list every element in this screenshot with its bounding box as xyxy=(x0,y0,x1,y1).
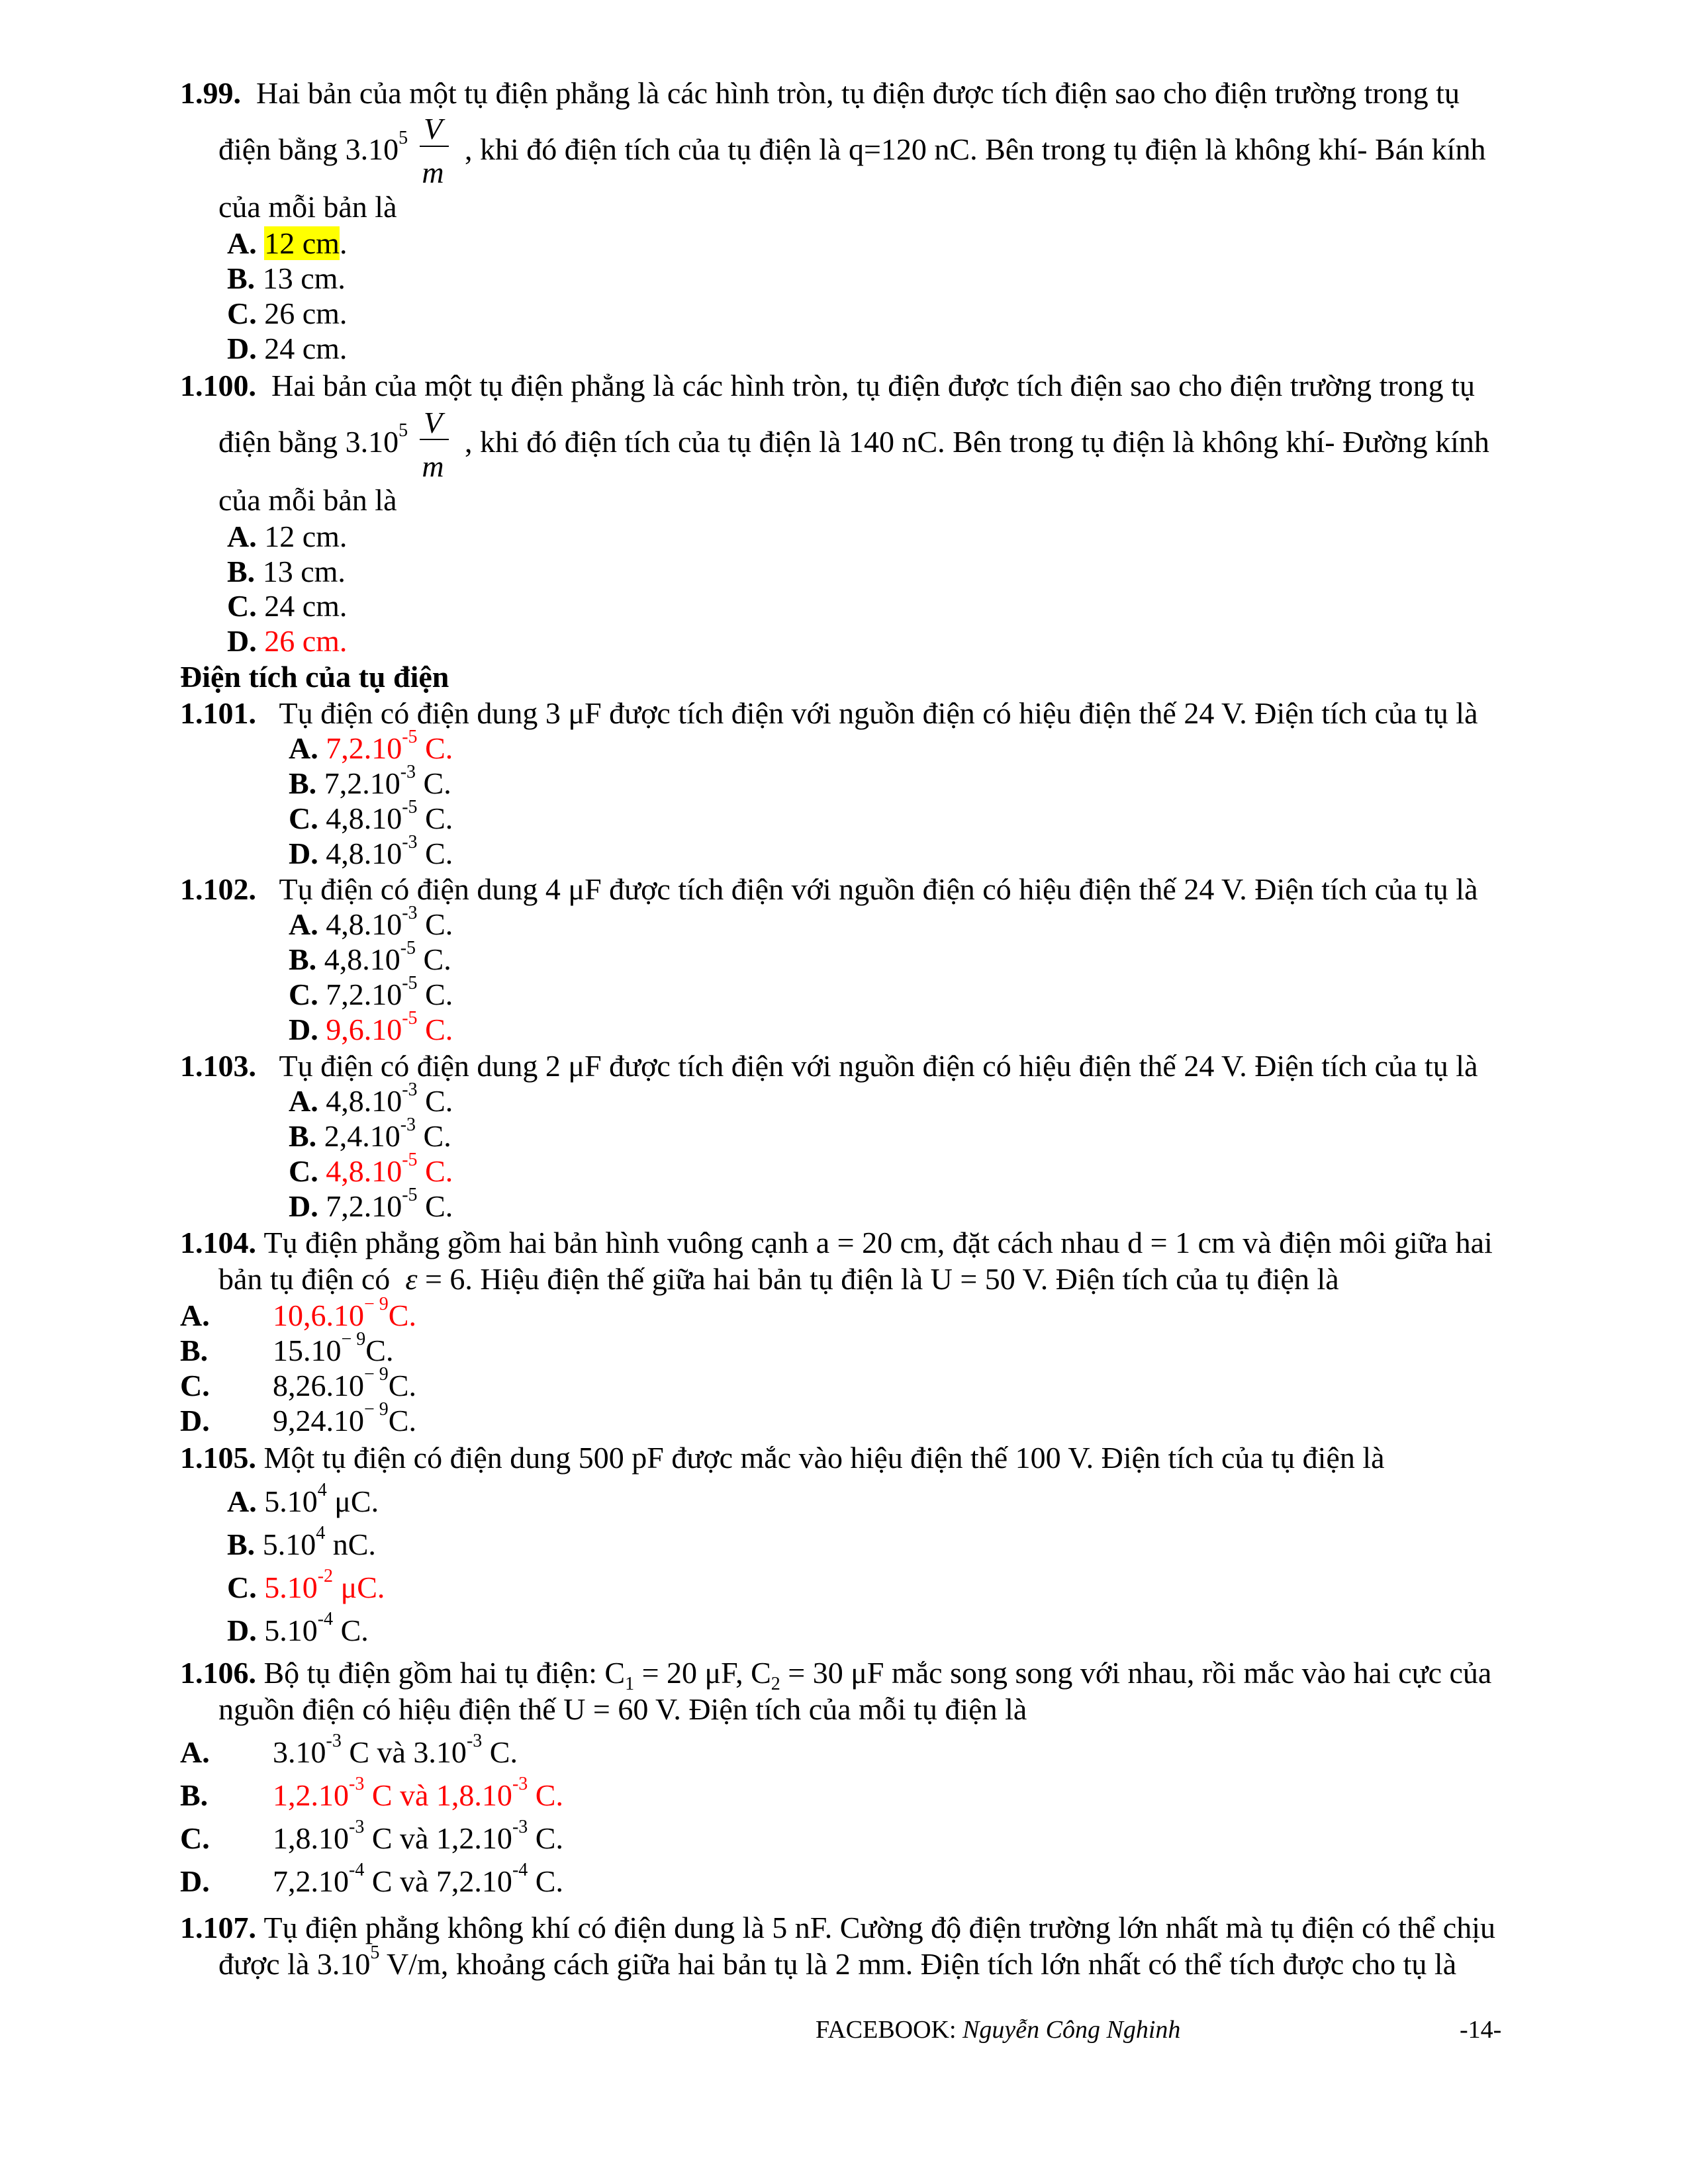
option-d[interactable] xyxy=(227,334,347,364)
option-label: A. xyxy=(289,907,318,941)
option-text xyxy=(273,1860,563,1898)
fraction-denominator: m xyxy=(422,449,444,483)
subscript: 1 xyxy=(625,1674,635,1694)
exponent: -5 xyxy=(402,727,418,747)
exponent: -3 xyxy=(466,1731,483,1751)
correct-answer: 26 cm. xyxy=(264,624,348,658)
exponent: -3 xyxy=(349,1817,365,1837)
exponent: 5 xyxy=(370,1942,380,1963)
option-label: B. xyxy=(180,1778,209,1812)
question-text: điện bằng 3.10 xyxy=(218,132,399,166)
section-title xyxy=(180,662,449,692)
option-suffix: . xyxy=(339,226,348,260)
option-a[interactable] xyxy=(289,727,453,765)
option-b[interactable] xyxy=(227,557,346,587)
question-1-107 xyxy=(180,1913,1495,1943)
option-unit: C. xyxy=(417,801,453,835)
option-a[interactable] xyxy=(180,1294,416,1332)
question-number: 1.101. xyxy=(180,696,256,730)
option-text: 12 cm. xyxy=(264,520,348,553)
exponent: -2 xyxy=(317,1566,334,1586)
option-a[interactable] xyxy=(180,1731,518,1769)
question-number: 1.107. xyxy=(180,1911,256,1944)
option-d[interactable] xyxy=(289,1185,453,1223)
exponent: -4 xyxy=(512,1860,528,1880)
question-1-99-line2b xyxy=(465,134,1485,165)
option-mid: C và 7,2.10 xyxy=(364,1864,512,1898)
option-label: D. xyxy=(289,1189,318,1223)
option-unit: C. xyxy=(417,1189,453,1223)
question-1-102 xyxy=(180,874,1477,905)
exponent: -5 xyxy=(402,797,418,817)
option-unit: C. xyxy=(416,942,451,976)
option-label: C. xyxy=(227,296,257,330)
exponent: -5 xyxy=(402,973,418,993)
option-base: 7,2.10 xyxy=(324,766,400,800)
exponent: 4 xyxy=(316,1523,326,1543)
option-text: 26 cm. xyxy=(264,296,348,330)
option-base: 1,2.10 xyxy=(273,1778,349,1812)
exponent: -3 xyxy=(512,1774,528,1794)
section-title-text: Điện tích của tụ điện xyxy=(180,660,449,694)
option-b[interactable] xyxy=(289,1115,451,1153)
option-base: 10,6.10 xyxy=(273,1298,364,1332)
exponent: -3 xyxy=(349,1774,365,1794)
option-d[interactable] xyxy=(289,1008,453,1046)
question-text: = 6. Hiệu điện thế giữa hai bản tụ điện là U = 50 V. Điện tích của tụ điện là xyxy=(424,1262,1339,1296)
option-label: A. xyxy=(227,226,257,260)
option-label: B. xyxy=(180,1334,209,1367)
exponent: 5 xyxy=(399,420,408,441)
correct-answer xyxy=(273,1294,416,1332)
option-base: 1,8.10 xyxy=(273,1821,349,1855)
question-number: 1.100. xyxy=(180,369,256,402)
option-b[interactable] xyxy=(180,1329,394,1367)
exponent: 5 xyxy=(399,128,408,148)
option-base: 5.10 xyxy=(264,1570,318,1604)
exponent: -3 xyxy=(400,762,416,782)
exponent: -3 xyxy=(400,1115,416,1135)
question-text: của mỗi bản là xyxy=(218,483,397,517)
option-label: D. xyxy=(227,624,257,658)
question-1-101 xyxy=(180,698,1477,729)
option-text: 13 cm. xyxy=(262,555,346,588)
highlighted-answer: 12 cm xyxy=(264,226,340,260)
option-base: 7,2.10 xyxy=(273,1864,349,1898)
exponent: -3 xyxy=(402,903,418,923)
option-c[interactable] xyxy=(289,973,453,1011)
fraction-numerator: V xyxy=(423,112,443,146)
question-text: , khi đó điện tích của tụ điện là 140 nC. Bên trong tụ điện là không khí- Đường kính xyxy=(465,425,1489,459)
option-label: B. xyxy=(289,1119,317,1153)
option-label: D. xyxy=(180,1404,210,1437)
option-b[interactable] xyxy=(227,1523,376,1561)
question-1-100-line2 xyxy=(218,420,408,459)
option-label: D. xyxy=(289,1013,318,1046)
option-c[interactable] xyxy=(289,1150,453,1188)
option-label: B. xyxy=(227,555,256,588)
question-number: 1.105. xyxy=(180,1441,256,1475)
option-b[interactable] xyxy=(180,1774,563,1812)
question-text: Bộ tụ điện gồm hai tụ điện: C xyxy=(263,1656,626,1690)
question-1-99 xyxy=(180,78,1460,109)
option-label: C. xyxy=(227,1570,257,1604)
option-a[interactable] xyxy=(289,903,453,941)
question-1-104 xyxy=(180,1228,1493,1258)
option-label: C. xyxy=(180,1369,210,1402)
option-d[interactable] xyxy=(180,1860,563,1898)
footer-label: FACEBOOK: xyxy=(816,2016,963,2044)
option-base: 5.10 xyxy=(262,1527,316,1561)
question-number: 1.103. xyxy=(180,1049,256,1083)
question-1-99-line2 xyxy=(218,128,408,166)
option-unit: C. xyxy=(416,1119,451,1153)
option-base: 7,2.10 xyxy=(326,731,402,765)
option-text xyxy=(273,1731,518,1769)
option-unit: C. xyxy=(388,1298,416,1332)
option-base: 9,6.10 xyxy=(326,1013,402,1046)
option-label: B. xyxy=(227,261,256,295)
option-label: D. xyxy=(227,1614,257,1647)
exponent: -3 xyxy=(402,1079,418,1100)
option-unit: C. xyxy=(528,1821,563,1855)
option-label: C. xyxy=(289,1154,318,1188)
question-text: Tụ điện có điện dung 2 μF được tích điện với nguồn điện có hiệu điện thế 24 V. Điện tích của tụ là xyxy=(279,1049,1478,1083)
question-text: Hai bản của một tụ điện phẳng là các hình tròn, tụ điện được tích điện sao cho điện trường trong tụ xyxy=(256,76,1460,110)
option-unit: C. xyxy=(417,907,453,941)
option-base: 4,8.10 xyxy=(326,837,402,870)
option-text: 24 cm. xyxy=(264,589,348,623)
question-text: của mỗi bản là xyxy=(218,190,397,224)
option-label: C. xyxy=(289,978,318,1011)
option-unit: C. xyxy=(417,731,453,765)
exponent: -3 xyxy=(402,832,418,852)
correct-answer xyxy=(326,1008,453,1046)
option-unit: C. xyxy=(416,766,451,800)
option-d[interactable] xyxy=(227,1609,369,1647)
option-text: 24 cm. xyxy=(264,332,348,365)
option-label: C. xyxy=(227,589,257,623)
option-c[interactable] xyxy=(289,797,453,835)
option-d[interactable] xyxy=(227,626,347,657)
option-c[interactable] xyxy=(180,1364,416,1402)
exponent: 4 xyxy=(317,1480,327,1500)
exponent: -5 xyxy=(402,1150,418,1170)
question-1-107-line2 xyxy=(218,1942,1457,1981)
question-text: Tụ điện phẳng không khí có điện dung là 5 nF. Cường độ điện trường lớn nhất mà tụ điện có thể chịu xyxy=(263,1911,1495,1944)
footer-author: Nguyễn Công Nghinh xyxy=(962,2016,1181,2044)
correct-answer xyxy=(326,727,453,765)
fraction-bar xyxy=(420,439,449,440)
question-text: V/m, khoảng cách giữa hai bản tụ là 2 mm. Điện tích lớn nhất có thể tích được cho tụ là xyxy=(379,1947,1457,1981)
option-label: A. xyxy=(180,1298,210,1332)
option-d[interactable] xyxy=(180,1399,416,1437)
option-unit: μC. xyxy=(326,1484,379,1518)
question-text: Tụ điện có điện dung 4 μF được tích điện với nguồn điện có hiệu điện thế 24 V. Điện tích của tụ là xyxy=(279,872,1478,906)
option-unit: C. xyxy=(417,978,453,1011)
question-number: 1.104. xyxy=(180,1226,256,1259)
option-base: 7,2.10 xyxy=(326,978,402,1011)
correct-answer xyxy=(273,1774,563,1812)
option-text xyxy=(273,1329,394,1367)
option-label: B. xyxy=(227,1527,256,1561)
option-b[interactable] xyxy=(227,263,346,294)
exponent: -5 xyxy=(402,1008,418,1028)
question-1-106 xyxy=(180,1656,1492,1694)
option-base: 5.10 xyxy=(264,1614,318,1647)
exponent: − 9 xyxy=(341,1329,366,1349)
option-base: 3.10 xyxy=(273,1735,326,1769)
option-text: 13 cm. xyxy=(262,261,346,295)
option-base: 4,8.10 xyxy=(326,801,402,835)
question-1-100-line2b xyxy=(465,427,1489,457)
option-unit: C. xyxy=(365,1334,394,1367)
option-label: D. xyxy=(180,1864,210,1898)
question-text: = 30 μF mắc song song với nhau, rồi mắc vào hai cực của xyxy=(780,1656,1492,1690)
question-text: bản tụ điện có xyxy=(218,1262,391,1296)
exponent: − 9 xyxy=(364,1399,389,1420)
page-number: -14- xyxy=(1460,2016,1502,2044)
option-label: D. xyxy=(289,837,318,870)
option-base: 9,24.10 xyxy=(273,1404,364,1437)
option-unit: C. xyxy=(388,1369,416,1402)
exponent: -3 xyxy=(326,1731,342,1751)
option-label: A. xyxy=(227,1484,257,1518)
option-label: C. xyxy=(180,1821,210,1855)
exponent: − 9 xyxy=(364,1364,389,1385)
exponent: -3 xyxy=(512,1817,528,1837)
option-base: 7,2.10 xyxy=(326,1189,402,1223)
option-base: 2,4.10 xyxy=(324,1119,400,1153)
option-label: A. xyxy=(180,1735,210,1769)
option-b[interactable] xyxy=(289,762,451,800)
fraction-denominator: m xyxy=(422,156,444,189)
option-c[interactable] xyxy=(227,591,347,621)
option-c[interactable] xyxy=(227,298,347,329)
option-a[interactable] xyxy=(289,1079,453,1118)
question-number: 1.102. xyxy=(180,872,256,906)
option-base: 4,8.10 xyxy=(324,942,400,976)
option-mid: C và 1,8.10 xyxy=(364,1778,512,1812)
question-text: được là 3.10 xyxy=(218,1947,371,1981)
option-a[interactable] xyxy=(227,228,347,259)
option-text xyxy=(273,1399,416,1437)
option-unit: C. xyxy=(333,1614,369,1647)
question-number: 1.106. xyxy=(180,1656,256,1690)
question-text: Tụ điện có điện dung 3 μF được tích điện với nguồn điện có hiệu điện thế 24 V. Điện tích của tụ là xyxy=(279,696,1478,730)
option-b[interactable] xyxy=(289,938,451,976)
option-unit: C. xyxy=(417,1154,453,1188)
question-1-103 xyxy=(180,1051,1477,1081)
option-unit: C. xyxy=(417,1013,453,1046)
option-base: 4,8.10 xyxy=(326,1154,402,1188)
option-text xyxy=(273,1364,416,1402)
fraction-bar xyxy=(420,146,449,147)
question-text: Một tụ điện có điện dung 500 pF được mắc vào hiệu điện thế 100 V. Điện tích của tụ điện là xyxy=(263,1441,1385,1475)
option-base: 15.10 xyxy=(273,1334,342,1367)
option-text xyxy=(273,1817,563,1855)
exponent: -4 xyxy=(349,1860,365,1880)
option-a[interactable] xyxy=(227,522,347,552)
option-mid: C và 3.10 xyxy=(341,1735,467,1769)
option-base: 8,26.10 xyxy=(273,1369,364,1402)
option-label: A. xyxy=(227,520,257,553)
question-text: nguồn điện có hiệu điện thế U = 60 V. Điện tích của mỗi tụ điện là xyxy=(218,1692,1027,1726)
option-c[interactable] xyxy=(227,1566,385,1604)
option-base: 5.10 xyxy=(264,1484,318,1518)
option-unit: C. xyxy=(528,1778,563,1812)
epsilon-symbol: ε xyxy=(405,1262,418,1296)
option-mid: C và 1,2.10 xyxy=(364,1821,512,1855)
option-label: B. xyxy=(289,766,317,800)
option-label: D. xyxy=(227,332,257,365)
option-unit: nC. xyxy=(325,1527,376,1561)
option-unit: C. xyxy=(417,1084,453,1118)
option-c[interactable] xyxy=(180,1817,563,1855)
footer xyxy=(816,2017,1180,2042)
option-unit: C. xyxy=(528,1864,563,1898)
question-1-100 xyxy=(180,371,1475,401)
fraction-numerator: V xyxy=(423,406,443,439)
question-1-104-line2 xyxy=(218,1264,1339,1295)
exponent: -5 xyxy=(400,938,416,958)
option-unit: C. xyxy=(482,1735,518,1769)
question-number: 1.99. xyxy=(180,76,241,110)
exponent: -5 xyxy=(402,1185,418,1205)
exponent: -4 xyxy=(317,1609,334,1629)
option-unit: μC. xyxy=(333,1570,385,1604)
question-text: Tụ điện phẳng gồm hai bản hình vuông cạnh a = 20 cm, đặt cách nhau d = 1 cm và điện môi giữa hai xyxy=(263,1226,1493,1259)
question-text: điện bằng 3.10 xyxy=(218,425,399,459)
correct-answer xyxy=(264,1566,385,1604)
option-unit: C. xyxy=(388,1404,416,1437)
question-1-105 xyxy=(180,1443,1385,1473)
subscript: 2 xyxy=(771,1674,780,1694)
option-label: B. xyxy=(289,942,317,976)
option-d[interactable] xyxy=(289,832,453,870)
option-unit: C. xyxy=(417,837,453,870)
option-a[interactable] xyxy=(227,1480,379,1518)
option-base: 4,8.10 xyxy=(326,907,402,941)
exponent: − 9 xyxy=(364,1294,389,1314)
option-base: 4,8.10 xyxy=(326,1084,402,1118)
option-label: A. xyxy=(289,731,318,765)
question-text: Hai bản của một tụ điện phẳng là các hình tròn, tụ điện được tích điện sao cho điện trường trong tụ xyxy=(271,369,1475,402)
option-label: C. xyxy=(289,801,318,835)
option-label: A. xyxy=(289,1084,318,1118)
question-text: , khi đó điện tích của tụ điện là q=120 nC. Bên trong tụ điện là không khí- Bán kính xyxy=(465,132,1486,166)
question-text: = 20 μF, C xyxy=(634,1656,771,1690)
correct-answer xyxy=(326,1150,453,1188)
